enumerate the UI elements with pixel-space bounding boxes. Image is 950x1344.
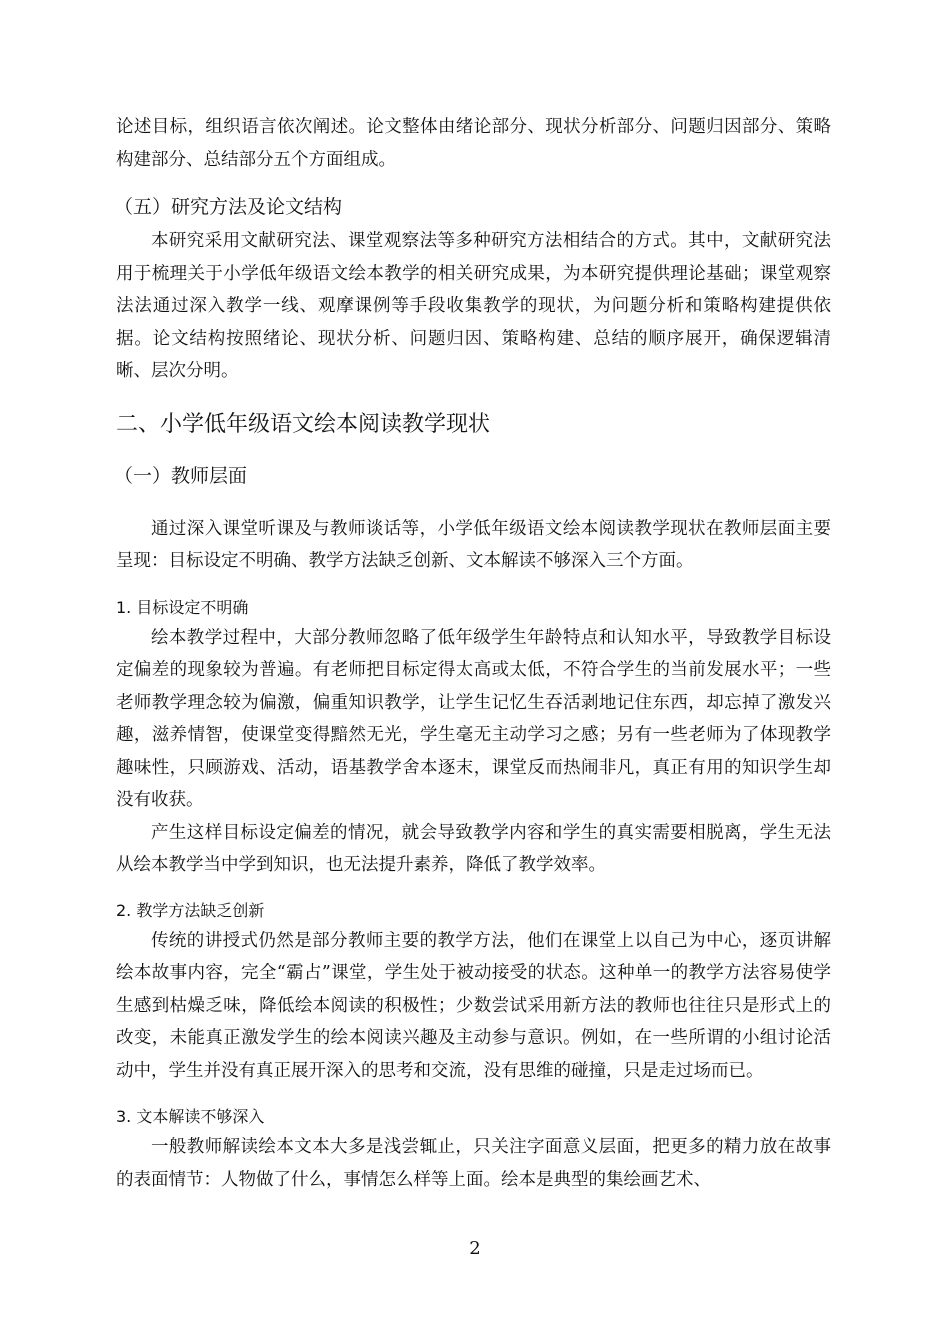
- paragraph-text-interpretation: 一般教师解读绘本文本大多是浅尝辄止，只关注字面意义层面，把更多的精力放在故事的表面情节：人物做了什么，事情怎么样等上面。绘本是典型的集绘画艺术、: [116, 1137, 831, 1190]
- heading-research-methods: （五）研究方法及论文结构: [114, 196, 343, 218]
- heading-teacher-level: （一）教师层面: [114, 464, 248, 487]
- paragraph-teacher-level-intro: 通过深入课堂听课及与教师谈话等，小学低年级语文绘本阅读教学现状在教师层面主要呈现：目标设定不明确、教学方法缺乏创新、文本解读不够深入三个方面。: [116, 518, 831, 571]
- page-number: 2: [469, 1238, 481, 1259]
- paragraph-goal-deviation: 产生这样目标设定偏差的情况，就会导致教学内容和学生的真实需要相脱离，学生无法从绘本教学当中学到知识，也无法提升素养，降低了教学效率。: [116, 822, 831, 875]
- paragraph-thesis-structure: 论述目标，组织语言依次阐述。论文整体由绪论部分、现状分析部分、问题归因部分、策略构建部分、总结部分五个方面组成。: [116, 117, 831, 170]
- heading-text-interpretation: 3. 文本解读不够深入: [116, 1107, 265, 1126]
- paragraph-teaching-methods: 传统的讲授式仍然是部分教师主要的教学方法，他们在课堂上以自己为中心，逐页讲解绘本故事内容，完全“霸占”课堂，学生处于被动接受的状态。这种单一的教学方法容易使学生感到枯燥乏味，降低绘本阅读的积极性；少数尝试采用新方法的教师也往往只是形式上的改变，未能真正激发学生的绘本阅读兴趣及主动参与意识。例如，在一些所谓的小组讨论活动中，学生并没有真正展开深入的思考和交流，没有思维的碰撞，只是走过场而已。: [116, 930, 831, 1081]
- paragraph-research-methods: 本研究采用文献研究法、课堂观察法等多种研究方法相结合的方式。其中，文献研究法用于梳理关于小学低年级语文绘本教学的相关研究成果，为本研究提供理论基础；课堂观察法法通过深入教学一线、观摩课例等手段收集教学的现状，为问题分析和策略构建提供依据。论文结构按照绪论、现状分析、问题归因、策略构建、总结的顺序展开，确保逻辑清晰、层次分明。: [116, 231, 831, 381]
- heading-chapter-2: 二、小学低年级语文绘本阅读教学现状: [116, 411, 491, 437]
- heading-goal-setting: 1. 目标设定不明确: [116, 597, 249, 617]
- heading-teaching-methods: 2. 教学方法缺乏创新: [116, 900, 265, 920]
- page-content: [116, 0, 831, 1196]
- paragraph-goal-setting: 绘本教学过程中，大部分教师忽略了低年级学生年龄特点和认知水平，导致教学目标设定偏差的现象较为普遍。有老师把目标定得太高或太低，不符合学生的当前发展水平；一些老师教学理念较为偏激，偏重知识教学，让学生记忆生吞活剥地记住东西，却忘掉了激发兴趣，滋养情智，使课堂变得黯然无光，学生毫无主动学习之感；另有一些老师为了体现教学趣味性，只顾游戏、活动，语基教学舍本逐末，课堂反而热闹非凡，真正有用的知识学生却没有收获。: [116, 627, 831, 810]
